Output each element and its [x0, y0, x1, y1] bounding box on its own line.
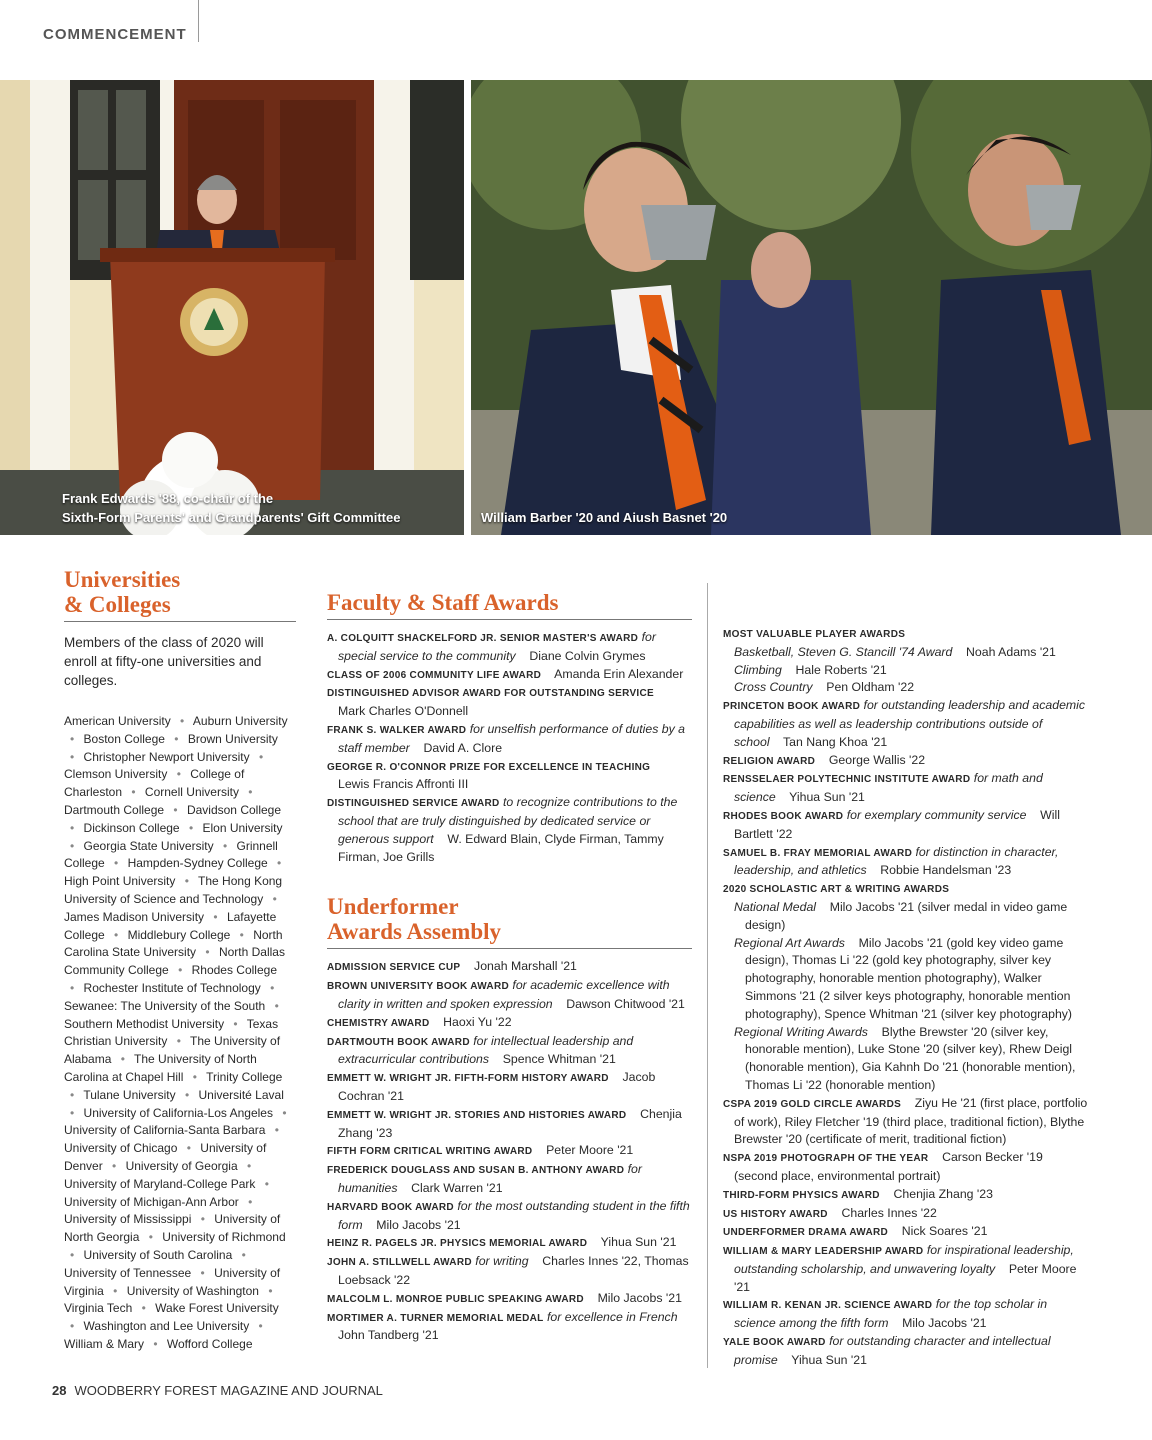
bullet-separator: • — [241, 1247, 246, 1262]
university-item: Elon University — [202, 820, 283, 835]
award-recipient: Haoxi Yu '22 — [443, 1014, 512, 1029]
award-name: SAMUEL B. FRAY MEMORIAL AWARD — [723, 847, 913, 859]
award-description: for distinction in character, leadership, and athletics — [734, 844, 1059, 878]
university-item: Rochester Institute of Technology — [83, 980, 261, 995]
bullet-separator: • — [70, 1105, 75, 1120]
section-label: COMMENCEMENT — [43, 26, 187, 43]
award-subcategory — [723, 935, 1088, 1024]
award-entry — [327, 1106, 692, 1143]
award-entry — [327, 684, 692, 721]
award-recipient: Diane Colvin Grymes — [529, 648, 646, 663]
award-recipient: Dawson Chitwood '21 — [566, 996, 685, 1011]
award-description: for math and science — [734, 771, 1043, 805]
award-description: for exemplary community service — [846, 807, 1027, 822]
bullet-separator: • — [248, 1194, 253, 1209]
award-recipient: George Wallis '22 — [828, 752, 926, 767]
award-description: for outstanding character and intellectual promise — [734, 1334, 1051, 1367]
university-item: University of Washington — [126, 1283, 259, 1298]
award-recipient: Milo Jacobs '21 (silver medal in video game design) — [745, 899, 1068, 932]
award-name: BROWN UNIVERSITY BOOK AWARD — [327, 981, 509, 993]
bullet-separator: • — [113, 1283, 118, 1298]
university-item: Clemson University — [64, 767, 168, 782]
university-item: Southern Methodist University — [64, 1016, 225, 1031]
award-entry — [723, 1242, 1088, 1296]
university-item: Georgia State University — [83, 838, 214, 853]
header-divider — [198, 0, 199, 42]
award-recipient: Lewis Francis Affronti III — [338, 777, 469, 792]
award-name: PRINCETON BOOK AWARD — [723, 701, 861, 713]
bullet-separator: • — [258, 1319, 263, 1334]
award-name: RENSSELAER POLYTECHNIC INSTITUTE AWARD — [723, 774, 971, 786]
award-entry — [723, 770, 1088, 807]
award-recipient: Yihua Sun '21 — [600, 1235, 677, 1250]
award-entry — [723, 1205, 1088, 1224]
bullet-separator: • — [186, 1141, 191, 1156]
university-item: Lafayette College — [64, 909, 277, 942]
bullet-separator: • — [176, 1034, 181, 1049]
university-item: William & Mary — [64, 1336, 144, 1351]
award-entry — [327, 758, 692, 795]
bullet-separator: • — [188, 820, 194, 835]
award-recipient: John Tandberg '21 — [338, 1328, 439, 1343]
award-description: for inspirational leadership, outstanding scholarship, and unwavering loyalty — [734, 1243, 1074, 1276]
award-recipient: Tan Nang Khoa '21 — [783, 734, 888, 749]
award-recipient: Hale Roberts '21 — [795, 662, 887, 677]
bullet-separator: • — [277, 856, 282, 871]
universities-heading: Universities & Colleges — [64, 567, 296, 622]
university-item: North Dallas Community College — [64, 945, 285, 978]
award-entry — [723, 844, 1088, 881]
award-recipient: Chenjia Zhang '23 — [338, 1106, 682, 1140]
university-item: The University of Alabama — [64, 1034, 281, 1067]
award-name: GEORGE R. O'CONNOR PRIZE FOR EXCELLENCE IN TEACHING — [327, 761, 651, 773]
bullet-separator: • — [131, 785, 136, 800]
award-name: UNDERFORMER DRAMA AWARD — [723, 1227, 889, 1239]
award-subcategory — [723, 1024, 1088, 1095]
award-description: for unselfish performance of duties by a staff member — [338, 721, 685, 755]
bullet-separator: • — [173, 802, 178, 817]
subcategory-name: Regional Writing Awards — [734, 1024, 868, 1039]
universities-column — [64, 567, 296, 1354]
bullet-separator: • — [239, 927, 244, 942]
award-recipient: Peter Moore '21 — [734, 1261, 1077, 1294]
subcategory-name: Climbing — [734, 662, 782, 677]
bullet-separator: • — [141, 1301, 146, 1316]
university-item: Middlebury College — [127, 927, 231, 942]
university-item: The University of North Carolina at Chapel Hill — [64, 1052, 257, 1084]
faculty-underformer-column — [327, 590, 692, 1345]
award-name: FREDERICK DOUGLASS AND SUSAN B. ANTHONY AWARD — [327, 1165, 625, 1177]
university-item: American University — [64, 714, 171, 728]
award-description: for writing — [475, 1254, 529, 1269]
right-photo-caption: William Barber '20 and Aiush Basnet '20 — [481, 510, 728, 525]
award-entry — [723, 1223, 1088, 1242]
award-subcategory — [723, 679, 1088, 697]
award-entry — [327, 958, 692, 977]
university-item: University of Virginia — [64, 1265, 281, 1298]
bullet-separator: • — [272, 891, 277, 906]
award-name: CSPA 2019 GOLD CIRCLE AWARDS — [723, 1098, 902, 1110]
award-entry — [723, 1186, 1088, 1205]
award-name: DISTINGUISHED SERVICE AWARD — [327, 798, 500, 810]
bullet-separator: • — [184, 1087, 190, 1102]
bullet-separator: • — [270, 980, 275, 995]
award-recipient: W. Edward Blain, Clyde Firman, Tammy Firman, Joe Grills — [338, 831, 664, 864]
award-entry — [327, 1253, 692, 1290]
bullet-separator: • — [200, 1265, 205, 1280]
bullet-separator: • — [248, 785, 253, 800]
bullet-separator: • — [192, 1069, 197, 1084]
award-name: NSPA 2019 PHOTOGRAPH OF THE YEAR — [723, 1153, 929, 1165]
award-recipient: Peter Moore '21 — [546, 1143, 634, 1158]
university-item: University of Maryland-College Park — [64, 1176, 256, 1191]
award-name: EMMETT W. WRIGHT JR. FIFTH-FORM HISTORY AWARD — [327, 1073, 609, 1085]
university-item: North Carolina State University — [64, 927, 283, 960]
award-description: for intellectual leadership and extracurricular contributions — [338, 1033, 634, 1067]
award-entry — [327, 721, 692, 758]
university-item: Wofford College — [166, 1336, 253, 1351]
award-name: CLASS OF 2006 COMMUNITY LIFE AWARD — [327, 669, 542, 681]
universities-intro: Members of the class of 2020 will enroll at fifty-one universities and colleges. — [64, 635, 264, 688]
award-entry — [327, 1142, 692, 1161]
award-recipient: Will Bartlett '22 — [734, 807, 1060, 841]
university-item: University of North Georgia — [64, 1212, 281, 1245]
award-recipient: Ziyu He '21 (first place, portfolio of work), Riley Fletcher '19 (third place, traditional fiction), Blythe Brewster '20 (certificate of merit, traditional fiction) — [734, 1095, 1088, 1147]
award-entry: 2020 SCHOLASTIC ART & WRITING AWARDS — [723, 884, 950, 896]
award-subcategory — [723, 662, 1088, 680]
bullet-separator: • — [114, 927, 119, 942]
award-recipient: Milo Jacobs '21 (gold key video game design), Thomas Li '22 (gold key photography, silver key photography, honorable mention photography), Walker Simmons '21 (2 silver keys photography, honorable mention photography), Spence Whitman '21 (silver key photography) — [745, 935, 1073, 1021]
award-name: THIRD-FORM PHYSICS AWARD — [723, 1189, 880, 1201]
award-recipient: Charles Innes '22 — [841, 1205, 937, 1220]
university-item: Virginia Tech — [64, 1301, 133, 1316]
bullet-separator: • — [274, 1123, 279, 1138]
bullet-separator: • — [200, 1212, 205, 1227]
award-name: MORTIMER A. TURNER MEMORIAL MEDAL — [327, 1312, 544, 1324]
award-name: WILLIAM R. KENAN JR. SCIENCE AWARD — [723, 1300, 933, 1312]
award-entry — [723, 1296, 1088, 1333]
subcategory-name: Basketball, Steven G. Stancill '74 Award — [734, 644, 953, 659]
bullet-separator: • — [174, 731, 179, 746]
bullet-separator: • — [70, 749, 75, 764]
award-name: YALE BOOK AWARD — [723, 1337, 826, 1349]
award-recipient: Jacob Cochran '21 — [338, 1070, 656, 1103]
university-item: University of California-Santa Barbara — [64, 1123, 266, 1138]
bullet-separator: • — [70, 980, 75, 995]
award-recipient: Carson Becker '19 (second place, environmental portrait) — [734, 1150, 1043, 1183]
award-description: for outstanding leadership and academic capabilities as well as leadership contributions outside of school — [734, 698, 1086, 749]
university-item: Université Laval — [198, 1087, 284, 1102]
award-recipient: Yihua Sun '21 — [791, 1352, 867, 1367]
university-item: Brown University — [187, 731, 278, 746]
bullet-separator: • — [233, 1016, 238, 1031]
award-name: EMMETT W. WRIGHT JR. STORIES AND HISTORIES AWARD — [327, 1109, 627, 1121]
award-entry — [327, 1309, 692, 1346]
award-recipient: Blythe Brewster '20 (silver key, honorable mention), Luke Stone '20 (silver key), Rhew Deigl (honorable mention), Gia Kahnh Do '21 (honorable mention), Thomas Li '22 (honorable mention) — [745, 1024, 1076, 1092]
award-recipient: Milo Jacobs '21 — [597, 1290, 682, 1305]
bullet-separator: • — [114, 856, 119, 871]
award-name: DARTMOUTH BOOK AWARD — [327, 1036, 470, 1048]
university-item: Dartmouth College — [64, 802, 165, 817]
university-item: College of Charleston — [64, 767, 245, 800]
university-item: Rhodes College — [191, 963, 277, 978]
award-subcategory — [723, 644, 1088, 662]
award-recipient: Jonah Marshall '21 — [474, 959, 577, 974]
bullet-separator: • — [180, 714, 185, 728]
award-name: MALCOLM L. MONROE PUBLIC SPEAKING AWARD — [327, 1293, 584, 1305]
award-entry — [327, 1033, 692, 1070]
university-item: Christopher Newport University — [83, 749, 250, 764]
award-entry — [723, 1333, 1088, 1370]
bullet-separator: • — [222, 838, 228, 853]
faculty-award-list — [327, 629, 692, 866]
award-description: for special service to the community — [338, 630, 656, 663]
university-item: Davidson College — [186, 802, 282, 817]
award-entry — [723, 697, 1088, 751]
award-name: HARVARD BOOK AWARD — [327, 1201, 454, 1213]
award-recipient: Nick Soares '21 — [901, 1224, 988, 1239]
university-item: Trinity College — [206, 1069, 283, 1084]
award-entry — [723, 1149, 1088, 1186]
university-item: University of Denver — [64, 1141, 267, 1173]
award-description: for excellence in French — [546, 1309, 678, 1324]
award-recipient: Spence Whitman '21 — [502, 1052, 616, 1067]
university-item: University of Michigan-Ann Arbor — [64, 1194, 239, 1209]
award-entry: MOST VALUABLE PLAYER AWARDS — [723, 629, 906, 640]
award-entry — [327, 977, 692, 1014]
university-item: University of Chicago — [64, 1141, 178, 1156]
photo-speaker-at-podium — [0, 80, 464, 535]
bullet-separator: • — [120, 1052, 125, 1067]
university-item: Cornell University — [144, 785, 239, 800]
award-name: DISTINGUISHED ADVISOR AWARD FOR OUTSTANDING SERVICE — [327, 688, 654, 700]
bullet-separator: • — [213, 909, 218, 924]
award-subcategory — [723, 899, 1088, 935]
award-description: for academic excellence with clarity in written and spoken expression — [338, 978, 670, 1011]
award-name: A. COLQUITT SHACKELFORD JR. SENIOR MASTER'S AWARD — [327, 633, 639, 644]
bullet-separator: • — [268, 1283, 273, 1298]
photo-seated-graduates — [471, 80, 1152, 535]
award-recipient: Mark Charles O'Donnell — [338, 704, 469, 719]
bullet-separator: • — [148, 1230, 153, 1245]
award-entry — [327, 629, 692, 666]
award-name: FIFTH FORM CRITICAL WRITING AWARD — [327, 1146, 533, 1158]
award-name: HEINZ R. PAGELS JR. PHYSICS MEMORIAL AWARD — [327, 1238, 588, 1250]
award-entry — [327, 1234, 692, 1253]
award-recipient: David A. Clore — [423, 740, 503, 755]
university-item: University of Mississippi — [64, 1212, 192, 1227]
bullet-separator: • — [205, 945, 210, 960]
award-entry — [327, 1161, 692, 1198]
universities-list — [64, 713, 296, 1354]
bullet-separator: • — [178, 963, 183, 978]
university-item: Texas Christian University — [64, 1016, 279, 1049]
award-name: ADMISSION SERVICE CUP — [327, 962, 461, 974]
university-item: University of Richmond — [162, 1230, 286, 1245]
university-item: Sewanee: The University of the South — [64, 998, 266, 1013]
award-name: RELIGION AWARD — [723, 755, 816, 767]
university-item: University of Tennessee — [64, 1265, 192, 1280]
university-item: University of South Carolina — [83, 1247, 233, 1262]
award-name: JOHN A. STILLWELL AWARD — [327, 1257, 472, 1269]
award-recipient: Charles Innes '22, Thomas Loebsack '22 — [338, 1254, 689, 1287]
university-item: Hampden-Sydney College — [127, 856, 268, 871]
award-recipient: Clark Warren '21 — [411, 1180, 503, 1195]
university-item: Tulane University — [83, 1087, 176, 1102]
university-item: Auburn University — [192, 714, 288, 728]
award-entry — [327, 1198, 692, 1235]
bullet-separator: • — [282, 1105, 287, 1120]
awards-continued-column — [723, 625, 1088, 1370]
bullet-separator: • — [70, 838, 75, 853]
award-entry — [327, 1290, 692, 1309]
award-name: CHEMISTRY AWARD — [327, 1017, 430, 1029]
university-item: Boston College — [83, 731, 165, 746]
bullet-separator: • — [153, 1336, 158, 1351]
university-item: James Madison University — [64, 909, 205, 924]
bullet-separator: • — [246, 1158, 252, 1173]
bullet-separator: • — [258, 749, 264, 764]
bullet-separator: • — [70, 820, 75, 835]
bullet-separator: • — [274, 998, 279, 1013]
bullet-separator: • — [184, 874, 189, 889]
university-item: University of Georgia — [125, 1158, 238, 1173]
bullet-separator: • — [176, 767, 181, 782]
award-entry — [723, 752, 1088, 771]
award-name: US HISTORY AWARD — [723, 1208, 828, 1220]
award-entry — [327, 1014, 692, 1033]
page-number: 28 — [52, 1383, 67, 1398]
award-entry — [327, 666, 692, 685]
award-description: for the most outstanding student in the fifth form — [338, 1198, 690, 1232]
bullet-separator: • — [264, 1176, 269, 1191]
university-item: Wake Forest University — [155, 1301, 279, 1316]
award-recipient: Yihua Sun '21 — [789, 790, 865, 805]
university-item: Grinnell College — [64, 838, 278, 871]
award-recipient: Robbie Handelsman '23 — [880, 863, 1012, 878]
award-recipient: Noah Adams '21 — [966, 644, 1056, 659]
bullet-separator: • — [70, 1247, 75, 1262]
award-entry — [723, 807, 1088, 844]
subcategory-name: Cross Country — [734, 680, 813, 695]
subcategory-name: National Medal — [734, 899, 817, 914]
award-description: for the top scholar in science among the fifth form — [734, 1297, 1048, 1331]
bullet-separator: • — [70, 731, 75, 746]
award-entry — [723, 1095, 1088, 1149]
university-item: Washington and Lee University — [83, 1319, 250, 1334]
university-item: The Hong Kong University of Science and Technology — [64, 874, 283, 906]
column-divider — [707, 583, 708, 1368]
publication-title: WOODBERRY FOREST MAGAZINE AND JOURNAL — [74, 1383, 383, 1398]
bullet-separator: • — [112, 1158, 117, 1173]
page-footer — [52, 1383, 383, 1398]
award-description: to recognize contributions to the school that are truly distinguished by dedicated service or generous support — [338, 795, 678, 846]
award-description: for humanities — [338, 1162, 642, 1195]
faculty-heading: Faculty & Staff Awards — [327, 590, 692, 620]
underformer-heading: Underformer Awards Assembly — [327, 894, 692, 949]
award-recipient: Pen Oldham '22 — [826, 680, 915, 695]
left-photo-caption: Frank Edwards '88, co-chair of the Sixth-Form Parents' and Grandparents' Gift Committee — [62, 491, 401, 525]
award-name: FRANK S. WALKER AWARD — [327, 724, 467, 736]
award-entry — [327, 1069, 692, 1106]
award-recipient: Chenjia Zhang '23 — [893, 1186, 993, 1201]
university-item: University of California-Los Angeles — [83, 1105, 273, 1120]
award-recipient: Milo Jacobs '21 — [902, 1316, 987, 1331]
award-recipient: Milo Jacobs '21 — [376, 1217, 461, 1232]
bullet-separator: • — [70, 1319, 75, 1334]
award-name: RHODES BOOK AWARD — [723, 810, 844, 822]
underformer-award-list — [327, 958, 692, 1345]
award-entry — [327, 794, 692, 866]
award-name: WILLIAM & MARY LEADERSHIP AWARD — [723, 1246, 924, 1258]
bullet-separator: • — [70, 1087, 75, 1102]
subcategory-name: Regional Art Awards — [734, 935, 845, 950]
university-item: Dickinson College — [83, 820, 180, 835]
university-item: High Point University — [64, 874, 176, 889]
award-recipient: Amanda Erin Alexander — [554, 666, 684, 681]
